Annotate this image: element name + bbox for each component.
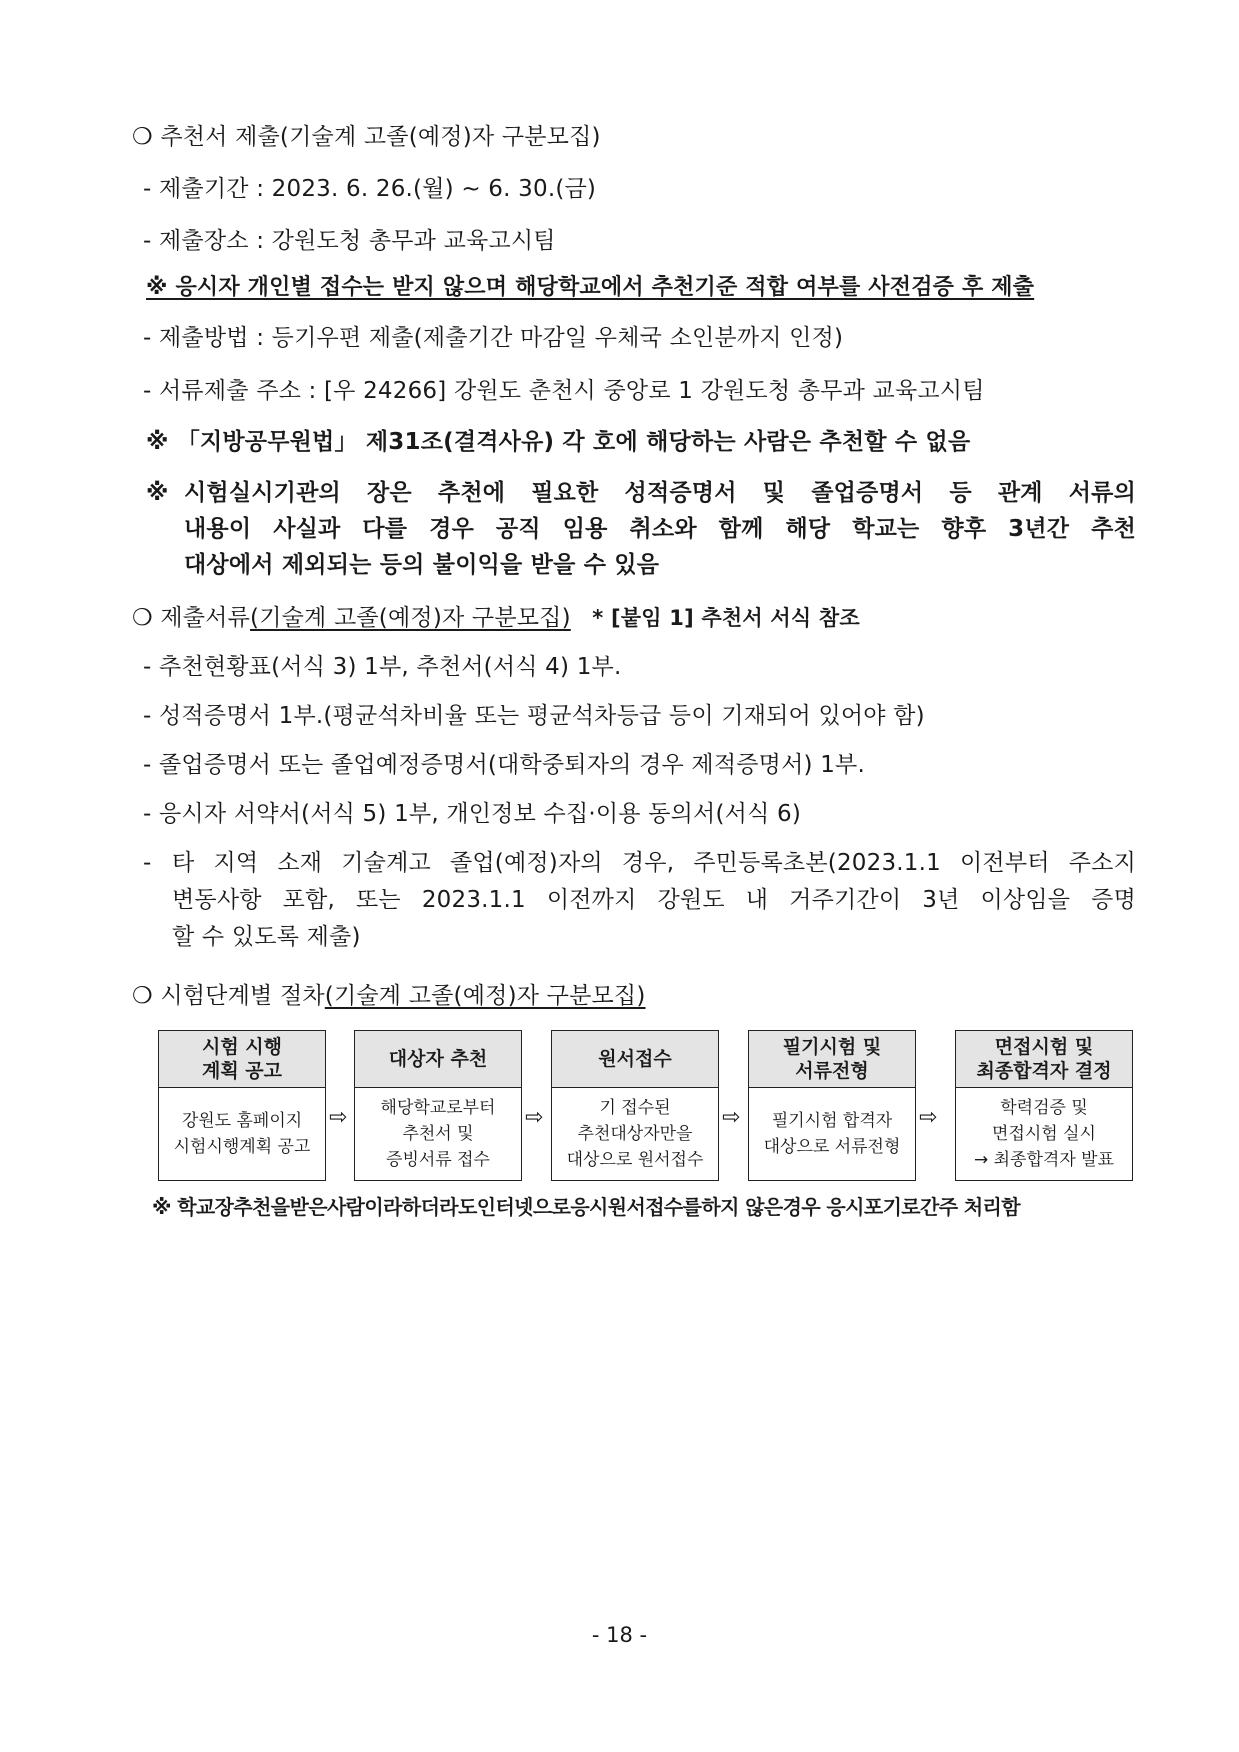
document-item-3: - 졸업증명서 또는 졸업예정증명서(대학중퇴자의 경우 제적증명서) 1부. [143,752,865,778]
note-online-application: ※ 학교장추천을받은사람이라하더라도인터넷으로응시원서접수를하지 않은경우 응시포기로간주 처리함 [152,1195,1020,1219]
step-body: 해당학교로부터 추천서 및 증빙서류 접수 [380,1098,496,1170]
note-false-line-1: 시험실시기관의 장은 추천에 필요한 성적증명서 및 졸업증명서 등 관계 서류의 [184,480,1136,506]
section3-heading [132,981,646,1011]
arrow-right-icon: ⇨ [722,1105,741,1130]
note-false-line-2: 내용이 사실과 다를 경우 공직 임용 취소와 함께 해당 학교는 향후 3년간 추천 [184,516,1136,542]
section3-label-underlined: (기술계 고졸(예정)자 구분모집) [324,983,646,1009]
step-head: 원서접수 [552,1031,718,1088]
procedure-flowchart [158,1030,1168,1182]
arrow-right-icon: ⇨ [329,1105,348,1130]
step-body: 필기시험 합격자 대상으로 서류전형 [763,1111,901,1157]
step-body: 강원도 홈페이지 시험시행계획 공고 [173,1111,311,1157]
submission-method: - 제출방법 : 등기우편 제출(제출기간 마감일 우체국 소인분까지 인정) [143,325,844,351]
note-false-mark: ※ [146,480,169,506]
arrow-right-icon: ⇨ [525,1105,544,1130]
section3-label: 시험단계별 절차 [160,983,325,1009]
document-item-5-line-3: 할 수 있도록 제출) [172,924,361,950]
note-screening: ※ 응시자 개인별 접수는 받지 않으며 해당학교에서 추천기준 적합 여부를 사전검증 후 제출 [146,275,1035,300]
section1-heading: ❍ 추천서 제출(기술계 고졸(예정)자 구분모집) [132,124,601,150]
step-head: 필기시험 및 서류전형 [749,1031,915,1088]
step-application [551,1030,719,1181]
section2-label: 제출서류 [160,605,251,631]
section2-heading [132,603,860,633]
step-body: 기 접수된 추천대상자만을 대상으로 원서접수 [566,1098,704,1170]
section2-bullet: ❍ [132,605,153,631]
page-number: - 18 - [591,1623,648,1647]
submission-place: - 제출장소 : 강원도청 총무과 교육고시팀 [143,228,556,254]
note-false-line-3: 대상에서 제외되는 등의 불이익을 받을 수 있음 [184,552,660,578]
section3-bullet: ❍ [132,983,153,1009]
document-item-5-line-1: 타 지역 소재 기술계고 졸업(예정)자의 경우, 주민등록초본(2023.1.1 이전부터 주소지 [172,850,1136,876]
step-head: 면접시험 및 최종합격자 결정 [956,1031,1132,1088]
document-item-5-dash: - [143,850,152,876]
step-written-exam [748,1030,916,1181]
section2-label-underlined: (기술계 고졸(예정)자 구분모집) [250,605,571,631]
section2-ref-note: * [붙임 1] 추천서 서식 참조 [592,606,860,630]
step-interview [955,1030,1133,1181]
step-head: 시험 시행 계획 공고 [159,1031,325,1088]
step-head: 대상자 추천 [355,1031,521,1088]
document-item-4: - 응시자 서약서(서식 5) 1부, 개인정보 수집·이용 동의서(서식 6) [143,801,801,827]
arrow-right-icon: ⇨ [919,1105,938,1130]
submission-period: - 제출기간 : 2023. 6. 26.(월) ~ 6. 30.(금) [143,176,597,202]
step-body: 학력검증 및 면접시험 실시 → 최종합격자 발표 [973,1098,1114,1170]
submission-address: - 서류제출 주소 : [우 24266] 강원도 춘천시 중앙로 1 강원도청 총무과 교육고시팀 [143,378,985,404]
document-item-1: - 추천현황표(서식 3) 1부, 추천서(서식 4) 1부. [143,654,622,680]
note-law: ※ 「지방공무원법」 제31조(결격사유) 각 호에 해당하는 사람은 추천할 수 없음 [146,429,971,455]
step-announcement [158,1030,326,1181]
step-recommendation [354,1030,522,1181]
document-item-2: - 성적증명서 1부.(평균석차비율 또는 평균석차등급 등이 기재되어 있어야 함) [143,703,925,729]
document-item-5-line-2: 변동사항 포함, 또는 2023.1.1 이전까지 강원도 내 거주기간이 3년 이상임을 증명 [172,887,1136,913]
